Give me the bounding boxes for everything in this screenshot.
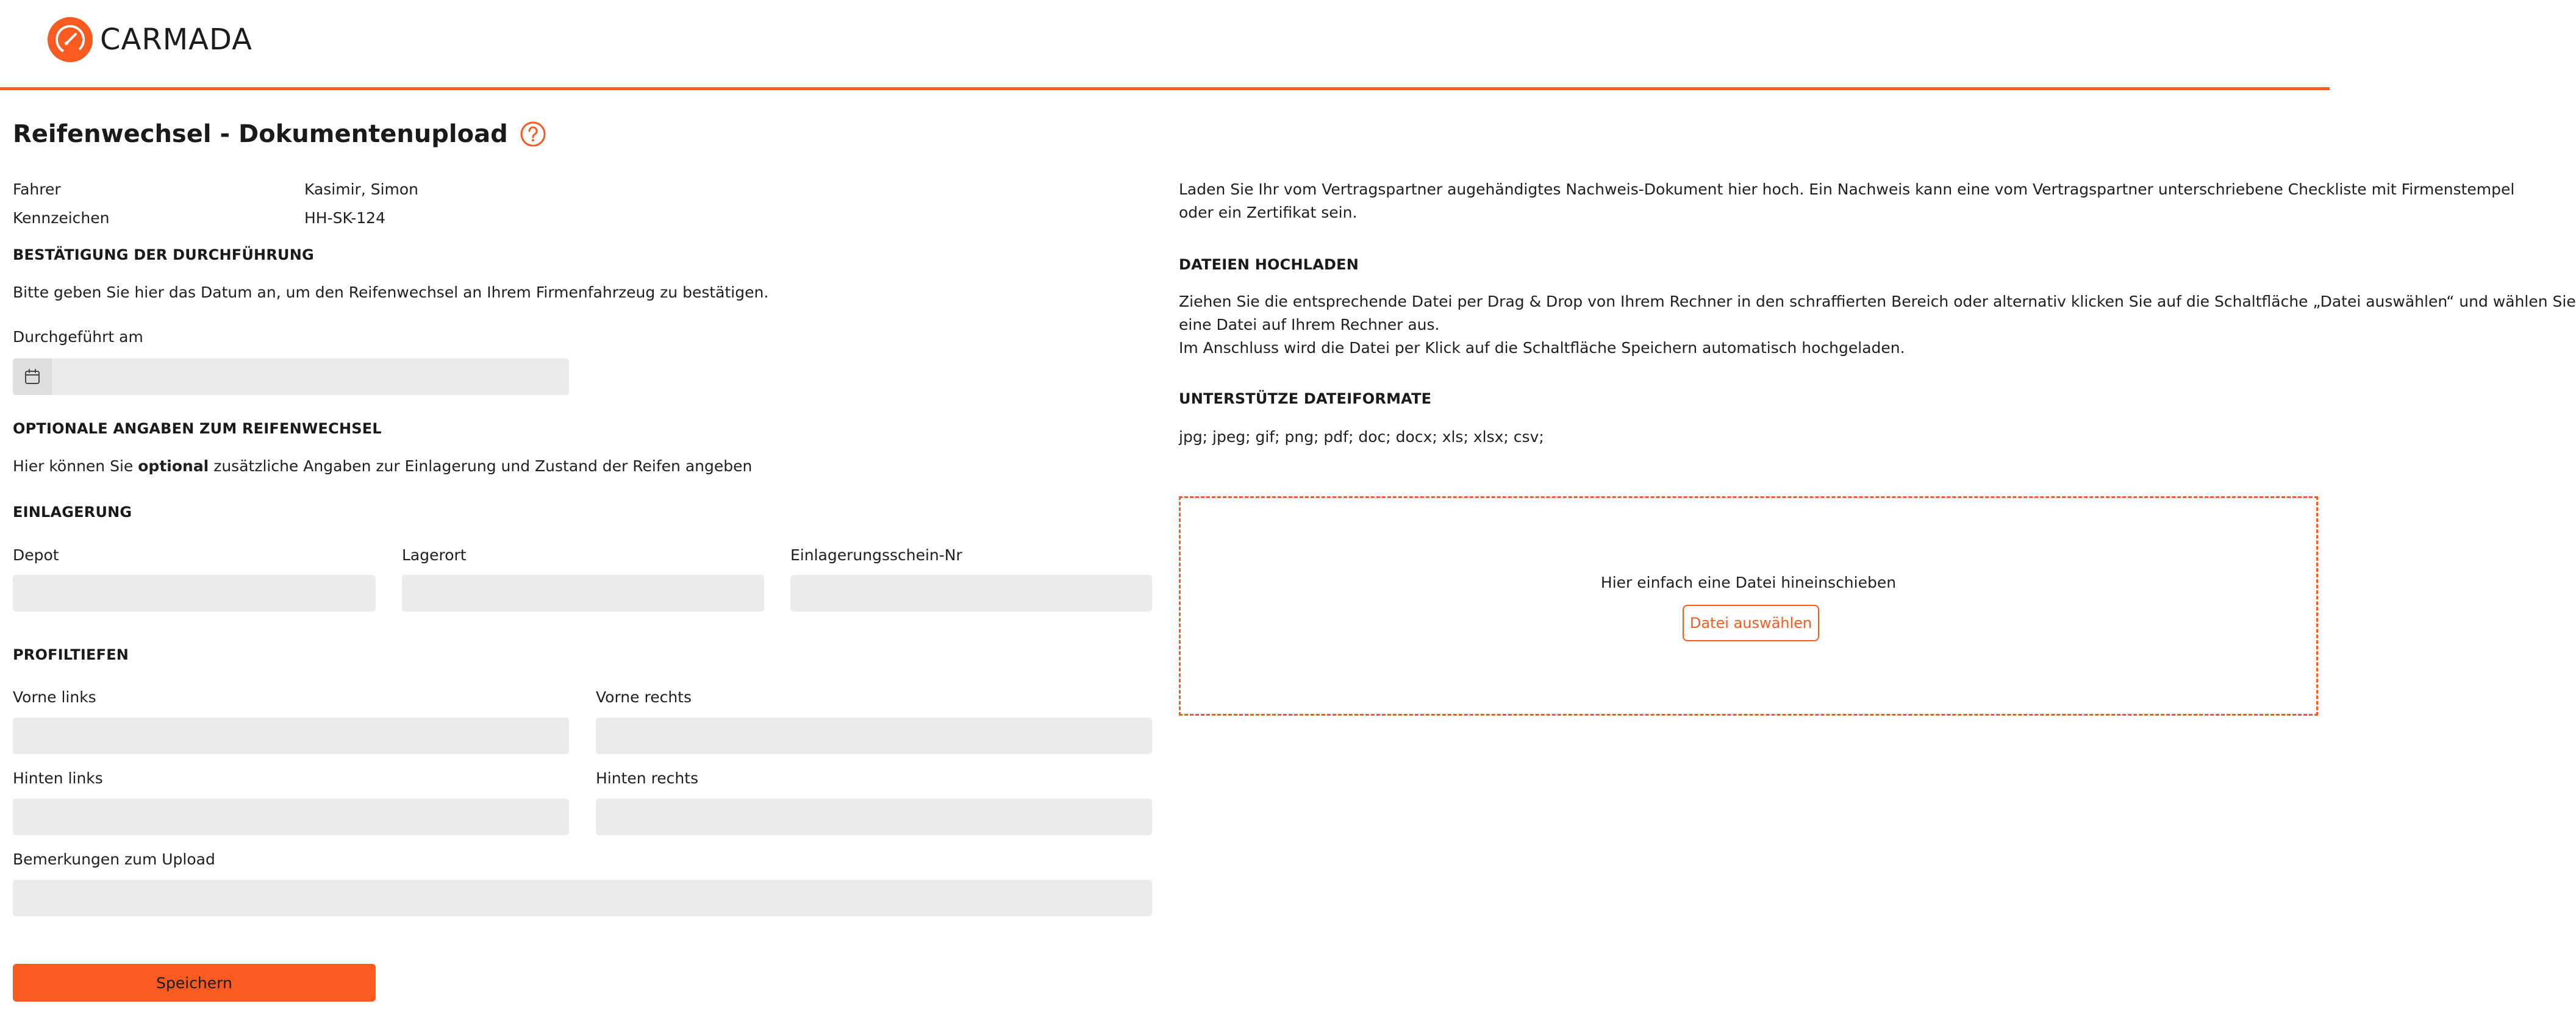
files-text-line3: Im Anschluss wird die Datei per Klick auf die Schaltfläche Speichern automatisch hochgeladen.: [1179, 339, 1905, 357]
remarks-input[interactable]: [13, 880, 1152, 916]
front-right-label: Vorne rechts: [596, 688, 692, 706]
location-label: Lagerort: [402, 546, 467, 564]
driver-label: Fahrer: [13, 180, 61, 198]
rear-right-label: Hinten rechts: [596, 769, 699, 787]
rear-left-label: Hinten links: [13, 769, 103, 787]
front-right-input[interactable]: [596, 718, 1152, 754]
formats-heading: UNTERSTÜTZE DATEIFORMATE: [1179, 390, 1432, 407]
driver-value: Kasimir, Simon: [304, 180, 419, 198]
confirmation-heading: BESTÄTIGUNG DER DURCHFÜHRUNG: [13, 246, 314, 263]
drop-hint: Hier einfach eine Datei hineinschieben: [1600, 574, 1897, 591]
gauge-icon: [48, 17, 93, 62]
optional-text-bold: optional: [138, 457, 209, 475]
ticket-number-input[interactable]: [790, 575, 1152, 611]
ticket-label: Einlagerungsschein-Nr: [790, 546, 962, 564]
date-input[interactable]: [52, 358, 569, 395]
upload-intro-line2: oder ein Zertifikat sein.: [1179, 204, 1358, 221]
plate-label: Kennzeichen: [13, 209, 110, 227]
formats-text: jpg; jpeg; gif; png; pdf; doc; docx; xls; xlsx; csv;: [1179, 428, 1544, 446]
save-button[interactable]: Speichern: [13, 964, 376, 1002]
location-input[interactable]: [402, 575, 764, 611]
plate-value: HH-SK-124: [304, 209, 385, 227]
optional-heading: OPTIONALE ANGABEN ZUM REIFENWECHSEL: [13, 420, 382, 437]
optional-text-before: Hier können Sie: [13, 457, 138, 475]
calendar-icon: [24, 368, 41, 385]
files-heading: DATEIEN HOCHLADEN: [1179, 256, 1359, 273]
files-text-line1: Ziehen Sie die entsprechende Datei per Drag & Drop von Ihrem Rechner in den schraffierten Bereich oder alternativ klicken Sie auf die Schaltfläche „Datei auswählen“ und wählen Sie: [1179, 293, 2576, 310]
front-left-input[interactable]: [13, 718, 569, 754]
rear-right-input[interactable]: [596, 799, 1152, 835]
file-dropzone[interactable]: [1179, 496, 2318, 716]
app-header: [0, 0, 2330, 90]
depot-label: Depot: [13, 546, 59, 564]
date-label: Durchgeführt am: [13, 328, 143, 346]
remarks-label: Bemerkungen zum Upload: [13, 850, 215, 868]
files-text-line2: eine Datei auf Ihrem Rechner aus.: [1179, 316, 1440, 333]
page-title: Reifenwechsel - Dokumentenupload: [13, 120, 508, 148]
rear-left-input[interactable]: [13, 799, 569, 835]
brand-logo[interactable]: [48, 17, 252, 62]
confirmation-text: Bitte geben Sie hier das Datum an, um den Reifenwechsel an Ihrem Firmenfahrzeug zu bestätigen.: [13, 283, 769, 301]
date-field: [13, 358, 569, 395]
tread-heading: PROFILTIEFEN: [13, 646, 129, 663]
storage-heading: EINLAGERUNG: [13, 504, 132, 521]
page-title-row: [13, 117, 547, 151]
brand-name: CARMADA: [100, 23, 252, 57]
choose-file-button[interactable]: Datei auswählen: [1683, 605, 1819, 641]
upload-intro-line1: Laden Sie Ihr vom Vertragspartner augehändigtes Nachweis-Dokument hier hoch. Ein Nachweis kann eine vom Vertragspartner unterschriebene Checkliste mit Firmenstempel: [1179, 180, 2515, 198]
depot-input[interactable]: [13, 575, 376, 611]
front-left-label: Vorne links: [13, 688, 96, 706]
question-circle-icon[interactable]: [519, 120, 547, 148]
optional-text-after: zusätzliche Angaben zur Einlagerung und Zustand der Reifen angeben: [209, 457, 753, 475]
optional-text: [13, 457, 752, 475]
date-picker-button[interactable]: [13, 358, 52, 395]
